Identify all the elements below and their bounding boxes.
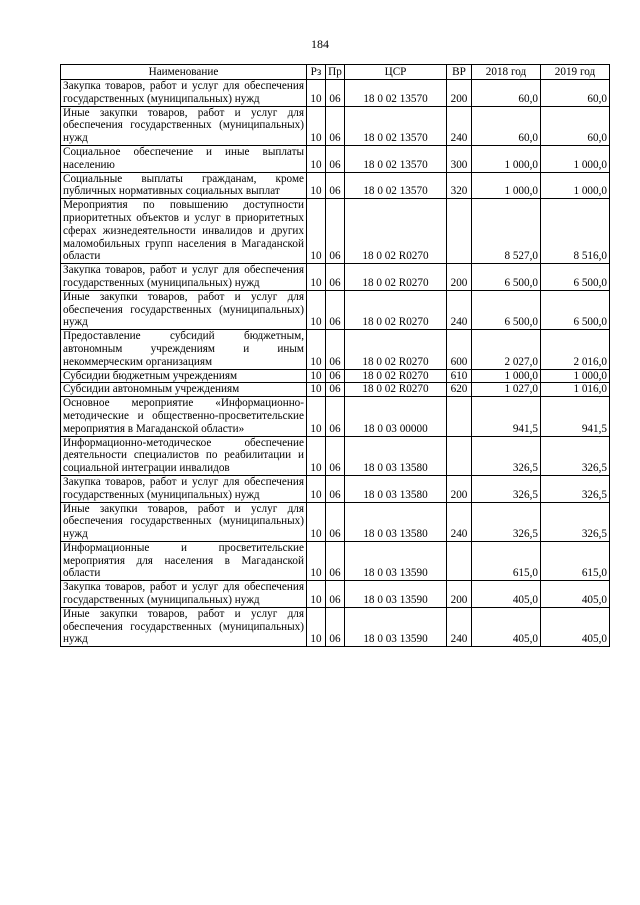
cell-2018: 6 500,0 xyxy=(472,290,541,329)
cell-vr: 200 xyxy=(447,264,472,291)
cell-2018: 1 027,0 xyxy=(472,383,541,397)
table-row xyxy=(61,397,610,436)
cell-csr: 18 0 02 R0270 xyxy=(345,383,447,397)
header-vr: ВР xyxy=(447,65,472,80)
table-row xyxy=(61,541,610,580)
cell-name: Субсидии автономным учреждениям xyxy=(61,383,307,397)
cell-csr: 18 0 02 R0270 xyxy=(345,199,447,264)
cell-vr: 200 xyxy=(447,581,472,608)
cell-2019: 941,5 xyxy=(541,397,610,436)
table-header-row xyxy=(61,65,610,80)
cell-csr: 18 0 03 13580 xyxy=(345,502,447,541)
cell-csr: 18 0 02 13570 xyxy=(345,145,447,172)
cell-name: Социальное обеспечение и иные выплаты населению xyxy=(61,145,307,172)
cell-rz: 10 xyxy=(307,145,326,172)
cell-pr: 06 xyxy=(326,475,345,502)
cell-2019: 6 500,0 xyxy=(541,290,610,329)
cell-rz: 10 xyxy=(307,502,326,541)
cell-2018: 405,0 xyxy=(472,581,541,608)
cell-vr xyxy=(447,397,472,436)
cell-rz: 10 xyxy=(307,541,326,580)
cell-vr: 300 xyxy=(447,145,472,172)
cell-2019: 326,5 xyxy=(541,436,610,475)
cell-rz: 10 xyxy=(307,106,326,145)
cell-2018: 405,0 xyxy=(472,607,541,646)
cell-2018: 60,0 xyxy=(472,80,541,107)
cell-name: Субсидии бюджетным учреждениям xyxy=(61,369,307,383)
cell-name: Закупка товаров, работ и услуг для обеспечения государственных (муниципальных) нужд xyxy=(61,475,307,502)
cell-2018: 1 000,0 xyxy=(472,172,541,199)
header-2019: 2019 год xyxy=(541,65,610,80)
cell-rz: 10 xyxy=(307,397,326,436)
header-rz: Рз xyxy=(307,65,326,80)
cell-rz: 10 xyxy=(307,290,326,329)
budget-table xyxy=(60,64,610,647)
cell-2019: 1 000,0 xyxy=(541,369,610,383)
cell-2019: 1 000,0 xyxy=(541,172,610,199)
table-row xyxy=(61,369,610,383)
cell-2019: 8 516,0 xyxy=(541,199,610,264)
cell-name: Закупка товаров, работ и услуг для обеспечения государственных (муниципальных) нужд xyxy=(61,581,307,608)
table-row xyxy=(61,475,610,502)
cell-vr: 240 xyxy=(447,290,472,329)
cell-pr: 06 xyxy=(326,581,345,608)
cell-name: Закупка товаров, работ и услуг для обеспечения государственных (муниципальных) нужд xyxy=(61,264,307,291)
cell-2018: 6 500,0 xyxy=(472,264,541,291)
cell-csr: 18 0 03 13590 xyxy=(345,581,447,608)
cell-rz: 10 xyxy=(307,369,326,383)
table-row xyxy=(61,330,610,369)
header-csr: ЦСР xyxy=(345,65,447,80)
cell-2019: 326,5 xyxy=(541,475,610,502)
cell-2018: 615,0 xyxy=(472,541,541,580)
cell-pr: 06 xyxy=(326,541,345,580)
table-row xyxy=(61,106,610,145)
cell-vr: 610 xyxy=(447,369,472,383)
cell-name: Информационные и просветительские мероприятия для населения в Магаданской области xyxy=(61,541,307,580)
cell-rz: 10 xyxy=(307,436,326,475)
cell-2018: 60,0 xyxy=(472,106,541,145)
cell-2018: 326,5 xyxy=(472,502,541,541)
cell-vr xyxy=(447,199,472,264)
cell-2018: 941,5 xyxy=(472,397,541,436)
table-row xyxy=(61,607,610,646)
cell-2018: 8 527,0 xyxy=(472,199,541,264)
cell-2019: 6 500,0 xyxy=(541,264,610,291)
cell-pr: 06 xyxy=(326,607,345,646)
table-body xyxy=(61,80,610,647)
table-row xyxy=(61,502,610,541)
table-row xyxy=(61,383,610,397)
cell-rz: 10 xyxy=(307,475,326,502)
cell-pr: 06 xyxy=(326,199,345,264)
cell-vr: 200 xyxy=(447,475,472,502)
cell-pr: 06 xyxy=(326,369,345,383)
cell-csr: 18 0 02 13570 xyxy=(345,80,447,107)
cell-pr: 06 xyxy=(326,264,345,291)
header-2018: 2018 год xyxy=(472,65,541,80)
cell-csr: 18 0 02 R0270 xyxy=(345,264,447,291)
cell-rz: 10 xyxy=(307,330,326,369)
cell-csr: 18 0 03 13590 xyxy=(345,607,447,646)
table-row xyxy=(61,581,610,608)
page-number: 184 xyxy=(311,37,329,51)
cell-name: Иные закупки товаров, работ и услуг для обеспечения государственных (муниципальных) нужд xyxy=(61,607,307,646)
cell-pr: 06 xyxy=(326,330,345,369)
table-row xyxy=(61,264,610,291)
cell-rz: 10 xyxy=(307,264,326,291)
cell-2018: 2 027,0 xyxy=(472,330,541,369)
cell-vr: 200 xyxy=(447,80,472,107)
cell-rz: 10 xyxy=(307,172,326,199)
cell-rz: 10 xyxy=(307,80,326,107)
cell-name: Иные закупки товаров, работ и услуг для обеспечения государственных (муниципальных) нужд xyxy=(61,290,307,329)
cell-name: Иные закупки товаров, работ и услуг для обеспечения государственных (муниципальных) нужд xyxy=(61,106,307,145)
cell-pr: 06 xyxy=(326,383,345,397)
cell-2019: 60,0 xyxy=(541,106,610,145)
table-row xyxy=(61,172,610,199)
header-pr: Пр xyxy=(326,65,345,80)
cell-vr: 240 xyxy=(447,607,472,646)
cell-pr: 06 xyxy=(326,145,345,172)
cell-vr: 320 xyxy=(447,172,472,199)
cell-2018: 1 000,0 xyxy=(472,145,541,172)
cell-rz: 10 xyxy=(307,607,326,646)
cell-2019: 405,0 xyxy=(541,607,610,646)
cell-pr: 06 xyxy=(326,436,345,475)
cell-2019: 60,0 xyxy=(541,80,610,107)
cell-2019: 615,0 xyxy=(541,541,610,580)
cell-pr: 06 xyxy=(326,172,345,199)
cell-csr: 18 0 03 13580 xyxy=(345,436,447,475)
cell-vr: 240 xyxy=(447,106,472,145)
cell-2019: 405,0 xyxy=(541,581,610,608)
cell-rz: 10 xyxy=(307,383,326,397)
cell-2019: 1 000,0 xyxy=(541,145,610,172)
cell-vr xyxy=(447,436,472,475)
cell-csr: 18 0 02 13570 xyxy=(345,106,447,145)
cell-pr: 06 xyxy=(326,290,345,329)
cell-name: Информационно-методическое обеспечение деятельности специалистов по реабилитации и социальной интеграции инвалидов xyxy=(61,436,307,475)
cell-2018: 326,5 xyxy=(472,436,541,475)
cell-pr: 06 xyxy=(326,502,345,541)
cell-name: Основное мероприятие «Информационно-методические и общественно-просветительские мероприятия в Магаданской области» xyxy=(61,397,307,436)
cell-csr: 18 0 02 R0270 xyxy=(345,290,447,329)
cell-csr: 18 0 03 00000 xyxy=(345,397,447,436)
cell-2019: 2 016,0 xyxy=(541,330,610,369)
cell-rz: 10 xyxy=(307,581,326,608)
cell-2018: 326,5 xyxy=(472,475,541,502)
cell-2019: 1 016,0 xyxy=(541,383,610,397)
cell-name: Иные закупки товаров, работ и услуг для обеспечения государственных (муниципальных) нужд xyxy=(61,502,307,541)
cell-name: Социальные выплаты гражданам, кроме публичных нормативных социальных выплат xyxy=(61,172,307,199)
cell-name: Закупка товаров, работ и услуг для обеспечения государственных (муниципальных) нужд xyxy=(61,80,307,107)
table-row xyxy=(61,199,610,264)
cell-pr: 06 xyxy=(326,80,345,107)
cell-csr: 18 0 02 13570 xyxy=(345,172,447,199)
cell-name: Мероприятия по повышению доступности приоритетных объектов и услуг в приоритетных сферах жизнедеятельности инвалидов и других маломобильных групп населения в Магаданской области xyxy=(61,199,307,264)
cell-vr xyxy=(447,541,472,580)
cell-pr: 06 xyxy=(326,106,345,145)
table-row xyxy=(61,145,610,172)
cell-2018: 1 000,0 xyxy=(472,369,541,383)
cell-csr: 18 0 02 R0270 xyxy=(345,330,447,369)
cell-csr: 18 0 02 R0270 xyxy=(345,369,447,383)
cell-csr: 18 0 03 13580 xyxy=(345,475,447,502)
cell-rz: 10 xyxy=(307,199,326,264)
cell-2019: 326,5 xyxy=(541,502,610,541)
cell-vr: 600 xyxy=(447,330,472,369)
table-row xyxy=(61,290,610,329)
cell-vr: 620 xyxy=(447,383,472,397)
cell-name: Предоставление субсидий бюджетным, автономным учреждениям и иным некоммерческим организациям xyxy=(61,330,307,369)
cell-vr: 240 xyxy=(447,502,472,541)
table-row xyxy=(61,436,610,475)
cell-csr: 18 0 03 13590 xyxy=(345,541,447,580)
header-name: Наименование xyxy=(61,65,307,80)
cell-pr: 06 xyxy=(326,397,345,436)
table-row xyxy=(61,80,610,107)
